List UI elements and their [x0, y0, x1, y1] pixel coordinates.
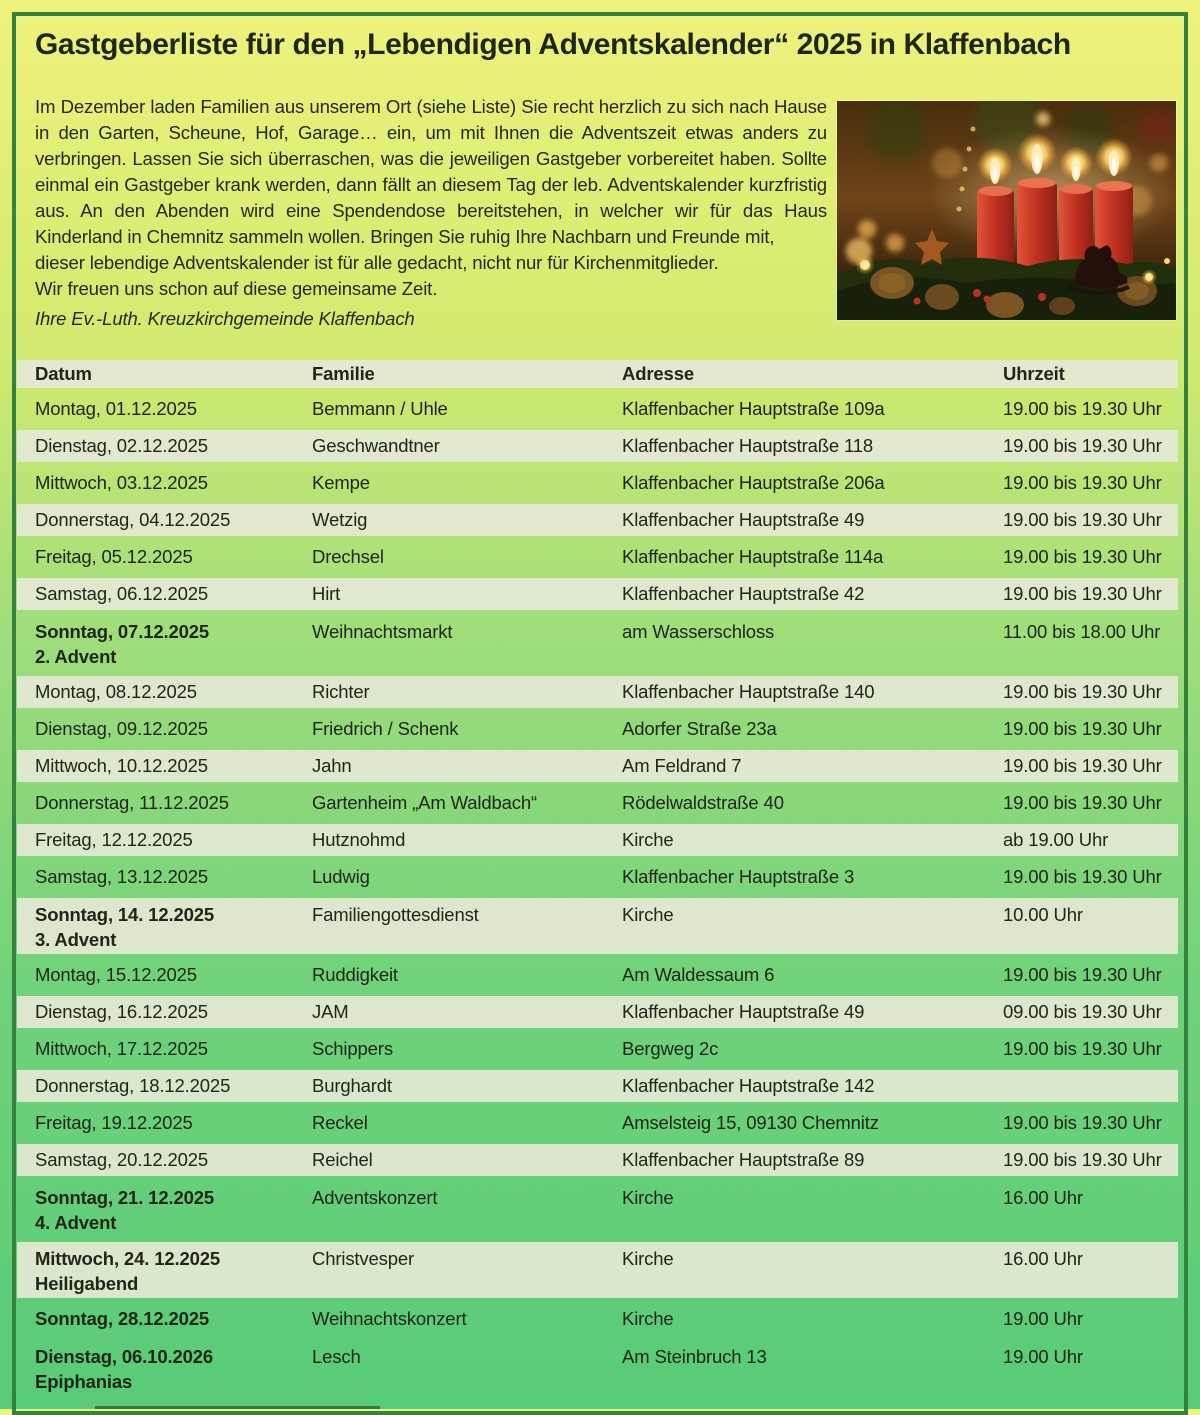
cell-datum: Mittwoch, 03.12.2025	[35, 472, 208, 493]
header-adresse: Adresse	[622, 363, 694, 384]
cell-datum: Mittwoch, 10.12.2025	[35, 755, 208, 776]
page-title: Gastgeberliste für den „Lebendigen Adventskalender“ 2025 in Klaffenbach	[35, 28, 1071, 61]
cell-familie: Lesch	[312, 1346, 361, 1367]
cell-uhrzeit: 19.00 bis 19.30 Uhr	[1003, 964, 1162, 985]
table-row	[17, 676, 1178, 708]
cell-familie: Adventskonzert	[312, 1187, 438, 1208]
table-row	[17, 787, 1178, 819]
cell-datum: Montag, 15.12.2025	[35, 964, 197, 985]
cell-uhrzeit: 19.00 bis 19.30 Uhr	[1003, 1038, 1162, 1059]
cell-familie: Reckel	[312, 1112, 368, 1133]
cell-familie: Friedrich / Schenk	[312, 718, 459, 739]
cell-datum: Samstag, 06.12.2025	[35, 583, 209, 604]
cell-datum: Mittwoch, 24. 12.2025 Heiligabend	[35, 1248, 221, 1294]
cell-uhrzeit: 19.00 bis 19.30 Uhr	[1003, 681, 1162, 702]
cell-datum: Dienstag, 16.12.2025	[35, 1001, 208, 1022]
cell-uhrzeit: 19.00 bis 19.30 Uhr	[1003, 1149, 1162, 1170]
cell-datum: Montag, 08.12.2025	[35, 681, 197, 702]
cell-adresse: Rödelwaldstraße 40	[622, 792, 784, 813]
cell-uhrzeit: 19.00 bis 19.30 Uhr	[1003, 792, 1162, 813]
cell-familie: Burghardt	[312, 1075, 392, 1096]
cell-adresse: Klaffenbacher Hauptstraße 3	[622, 866, 855, 887]
cell-datum: Freitag, 05.12.2025	[35, 546, 193, 567]
table-header-row	[17, 360, 1178, 388]
cell-familie: Weihnachtsmarkt	[312, 621, 453, 642]
cell-uhrzeit: 16.00 Uhr	[1003, 1248, 1083, 1269]
schedule-table	[17, 360, 1178, 1401]
cell-datum: Freitag, 19.12.2025	[35, 1112, 193, 1133]
table-row	[17, 1181, 1178, 1237]
cell-datum: Sonntag, 21. 12.2025 4. Advent	[35, 1187, 215, 1233]
cell-uhrzeit: 19.00 bis 19.30 Uhr	[1003, 755, 1162, 776]
cell-datum: Samstag, 20.12.2025	[35, 1149, 209, 1170]
cell-adresse: Klaffenbacher Hauptstraße 89	[622, 1149, 865, 1170]
table-row	[17, 1070, 1178, 1102]
cell-adresse: Kirche	[622, 1187, 674, 1208]
table-row	[17, 504, 1178, 536]
cell-familie: Hirt	[312, 583, 341, 604]
cell-adresse: Amselsteig 15, 09130 Chemnitz	[622, 1112, 879, 1133]
cell-adresse: Klaffenbacher Hauptstraße 109a	[622, 398, 885, 419]
table-row	[17, 430, 1178, 462]
intro-line-3: Wir freuen uns schon auf diese gemeinsame Zeit.	[35, 278, 438, 299]
table-row	[17, 467, 1178, 499]
table-row	[17, 996, 1178, 1028]
cell-adresse: Klaffenbacher Hauptstraße 49	[622, 1001, 865, 1022]
table-row	[17, 1340, 1178, 1396]
cell-datum: Sonntag, 14. 12.2025 3. Advent	[35, 904, 215, 950]
cell-adresse: Kirche	[622, 904, 674, 925]
cell-datum: Dienstag, 02.12.2025	[35, 435, 208, 456]
cell-uhrzeit: 19.00 bis 19.30 Uhr	[1003, 398, 1162, 419]
cell-familie: Reichel	[312, 1149, 373, 1170]
cell-familie: Drechsel	[312, 546, 384, 567]
cell-familie: Wetzig	[312, 509, 368, 530]
cell-adresse: Kirche	[622, 829, 674, 850]
table-row	[17, 824, 1178, 856]
table-row	[17, 541, 1178, 573]
cell-uhrzeit: 16.00 Uhr	[1003, 1187, 1083, 1208]
table-row	[17, 1033, 1178, 1065]
cell-familie: Weihnachtskonzert	[312, 1308, 467, 1329]
cell-familie: Familiengottesdienst	[312, 904, 479, 925]
cell-familie: Jahn	[312, 755, 352, 776]
cell-uhrzeit: 19.00 Uhr	[1003, 1346, 1083, 1367]
cell-adresse: Am Steinbruch 13	[622, 1346, 767, 1367]
cell-datum: Freitag, 12.12.2025	[35, 829, 193, 850]
cell-uhrzeit: 10.00 Uhr	[1003, 904, 1083, 925]
cell-adresse: Bergweg 2c	[622, 1038, 719, 1059]
table-row	[17, 615, 1178, 671]
cell-adresse: Am Waldessaum 6	[622, 964, 775, 985]
cell-uhrzeit: 19.00 Uhr	[1003, 1308, 1083, 1329]
cell-familie: Richter	[312, 681, 370, 702]
cell-datum: Donnerstag, 04.12.2025	[35, 509, 231, 530]
cell-datum: Samstag, 13.12.2025	[35, 866, 209, 887]
header-datum: Datum	[35, 363, 92, 384]
cell-uhrzeit: 19.00 bis 19.30 Uhr	[1003, 718, 1162, 739]
signature-line: Ihre Ev.-Luth. Kreuzkirchgemeinde Klaffenbach	[35, 308, 415, 329]
cell-adresse: Adorfer Straße 23a	[622, 718, 777, 739]
cell-adresse: am Wasserschloss	[622, 621, 775, 642]
advent-wreath-photo	[837, 101, 1176, 320]
cell-adresse: Am Feldrand 7	[622, 755, 742, 776]
cell-familie: JAM	[312, 1001, 349, 1022]
table-row	[17, 750, 1178, 782]
cell-adresse: Klaffenbacher Hauptstraße 118	[622, 435, 874, 456]
cell-uhrzeit: 19.00 bis 19.30 Uhr	[1003, 866, 1162, 887]
table-row	[17, 1303, 1178, 1335]
cell-datum: Sonntag, 07.12.2025 2. Advent	[35, 621, 210, 667]
intro-line-2: dieser lebendige Adventskalender ist für alle gedacht, nicht nur für Kirchenmitglieder.	[35, 252, 719, 273]
cell-uhrzeit: 19.00 bis 19.30 Uhr	[1003, 583, 1162, 604]
cell-uhrzeit: 19.00 bis 19.30 Uhr	[1003, 1112, 1162, 1133]
header-familie: Familie	[312, 363, 375, 384]
intro-text	[35, 94, 827, 302]
cell-familie: Gartenheim „Am Waldbach“	[312, 792, 537, 813]
intro-paragraph: Im Dezember laden Familien aus unserem Ort (siehe Liste) Sie recht herzlich zu sich nach Hause in den Garten, Scheune, Hof, Garage… ein, um mit Ihnen die Adventszeit etwas anders zu verbringen. Lassen Sie sich überraschen, was die jeweiligen Gastgeber vorbereitet haben. Sollte einmal ein Gastgeber krank werden, dann fällt an diesem Tag der leb. Adventskalender kurzfristig aus. An den Abenden wird eine Spendendose bereitstehen, in welcher wir für das Haus Kinderland in Chemnitz sammeln wollen. Bringen Sie ruhig Ihre Nachbarn und Freunde mit,	[35, 96, 827, 247]
cell-uhrzeit: ab 19.00 Uhr	[1003, 829, 1109, 850]
cell-adresse: Klaffenbacher Hauptstraße 42	[622, 583, 865, 604]
cell-uhrzeit: 19.00 bis 19.30 Uhr	[1003, 435, 1162, 456]
cell-datum: Donnerstag, 18.12.2025	[35, 1075, 231, 1096]
cell-familie: Schippers	[312, 1038, 393, 1059]
cell-uhrzeit: 09.00 bis 19.30 Uhr	[1003, 1001, 1162, 1022]
cell-uhrzeit: 19.00 bis 19.30 Uhr	[1003, 509, 1162, 530]
cell-adresse: Klaffenbacher Hauptstraße 142	[622, 1075, 875, 1096]
cell-adresse: Klaffenbacher Hauptstraße 206a	[622, 472, 885, 493]
cell-datum: Dienstag, 06.10.2026 Epiphanias	[35, 1346, 213, 1392]
table-row	[17, 578, 1178, 610]
table-row	[17, 1107, 1178, 1139]
cell-familie: Geschwandtner	[312, 435, 440, 456]
cell-familie: Ludwig	[312, 866, 370, 887]
cell-uhrzeit: 19.00 bis 19.30 Uhr	[1003, 472, 1162, 493]
table-row	[17, 1144, 1178, 1176]
table-body	[17, 393, 1178, 1396]
header-uhrzeit: Uhrzeit	[1003, 363, 1065, 384]
cell-datum: Donnerstag, 11.12.2025	[35, 792, 229, 813]
cell-familie: Bemmann / Uhle	[312, 398, 448, 419]
cell-datum: Dienstag, 09.12.2025	[35, 718, 208, 739]
cell-datum: Sonntag, 28.12.2025	[35, 1308, 210, 1329]
cell-familie: Ruddigkeit	[312, 964, 398, 985]
table-row	[17, 898, 1178, 954]
table-row	[17, 959, 1178, 991]
cell-adresse: Kirche	[622, 1308, 674, 1329]
cell-datum: Mittwoch, 17.12.2025	[35, 1038, 208, 1059]
cell-datum: Montag, 01.12.2025	[35, 398, 197, 419]
cell-adresse: Klaffenbacher Hauptstraße 114a	[622, 546, 884, 567]
cell-uhrzeit: 19.00 bis 19.30 Uhr	[1003, 546, 1162, 567]
table-row	[17, 861, 1178, 893]
cell-adresse: Kirche	[622, 1248, 674, 1269]
cell-familie: Hutznohmd	[312, 829, 406, 850]
advent-wreath-illustration	[837, 101, 1176, 320]
cell-adresse: Klaffenbacher Hauptstraße 49	[622, 509, 865, 530]
cell-adresse: Klaffenbacher Hauptstraße 140	[622, 681, 875, 702]
table-row	[17, 1242, 1178, 1298]
cell-uhrzeit: 11.00 bis 18.00 Uhr	[1003, 621, 1161, 642]
table-row	[17, 713, 1178, 745]
table-row	[17, 393, 1178, 425]
cell-familie: Christvesper	[312, 1248, 415, 1269]
cell-familie: Kempe	[312, 472, 370, 493]
